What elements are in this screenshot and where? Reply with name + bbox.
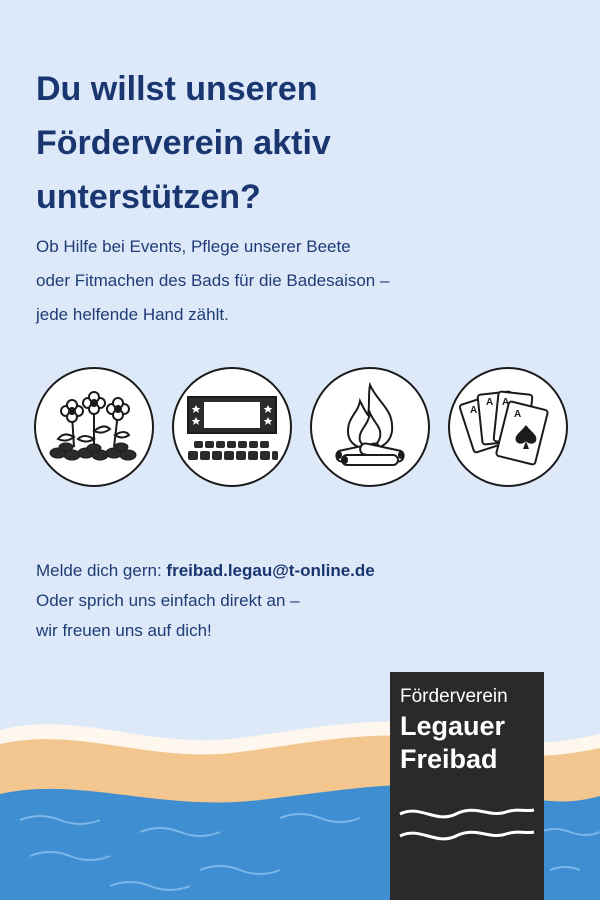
activity-icons [34,367,568,487]
logo-line-1: Förderverein [400,686,508,707]
contact-text [36,556,556,646]
contact-email-link[interactable]: freibad.legau@t-online.de [166,561,375,580]
logo-line-2: Legauer [400,711,506,741]
intro-line-1: Ob Hilfe bei Events, Pflege unserer Beete [36,237,351,256]
contact-line-1 [36,556,556,586]
svg-text:A: A [470,405,478,416]
playing-cards-icon [448,367,568,487]
campfire-icon [310,367,430,487]
intro-text [36,230,556,332]
headline [36,62,556,224]
contact-line-2: Oder sprich uns einfach direkt an – [36,591,300,610]
cinema-icon [172,367,292,487]
logo-line-3: Freibad [400,744,498,774]
svg-text:A: A [514,409,522,420]
association-logo [390,672,544,900]
contact-prefix: Melde dich gern: [36,561,162,580]
svg-text:A: A [486,397,494,408]
headline-line-2: Förderverein aktiv [36,124,331,162]
flowerbed-icon [34,367,154,487]
contact-line-3: wir freuen uns auf dich! [36,621,212,640]
intro-line-3: jede helfende Hand zählt. [36,305,229,324]
svg-text:A: A [502,397,510,408]
headline-line-3: unterstützen? [36,178,261,216]
intro-line-2: oder Fitmachen des Bads für die Badesaison – [36,271,390,290]
headline-line-1: Du willst unseren [36,70,318,108]
logo-wave-icon [390,800,544,860]
